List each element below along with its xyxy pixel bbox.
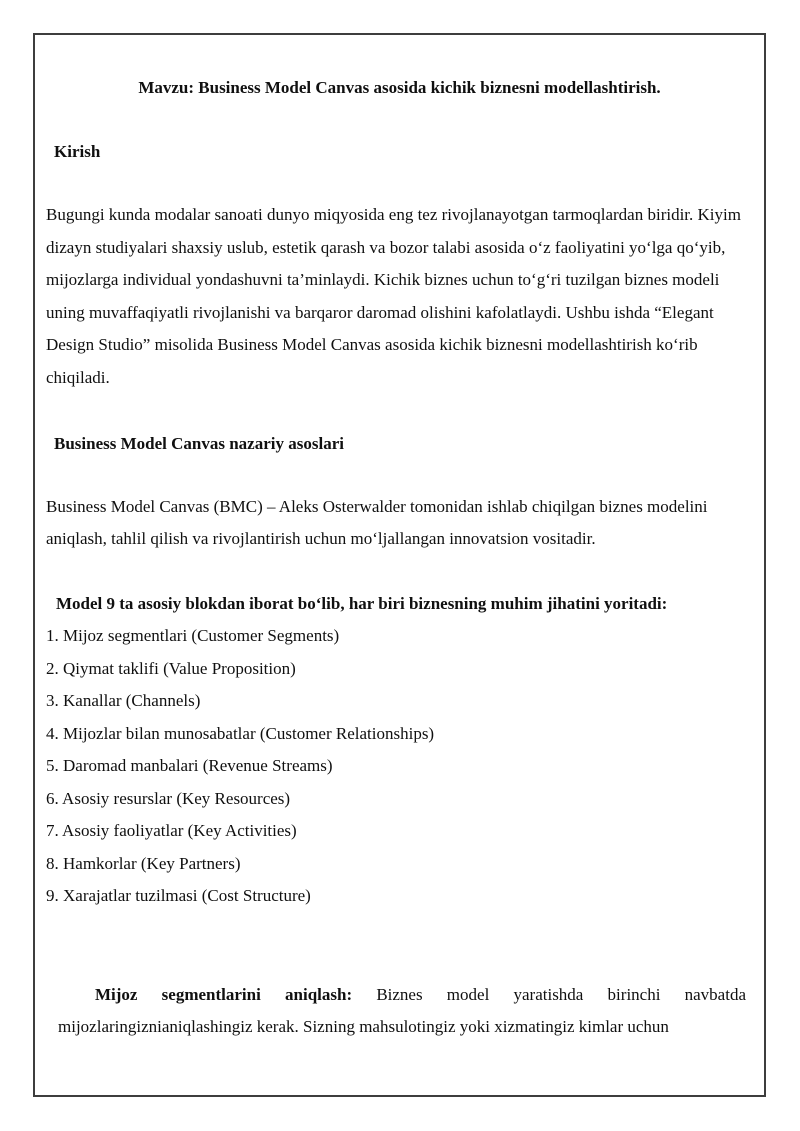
- list-item: 6. Asosiy resurslar (Key Resources): [46, 788, 291, 808]
- list-item: 2. Qiymat taklifi (Value Proposition): [46, 658, 296, 678]
- segment-lead-bold: Mijoz segmentlarini aniqlash:: [95, 984, 353, 1004]
- document-title: Mavzu: Business Model Canvas asosida kichik biznesni modellashtirish.: [138, 78, 661, 97]
- list-item: 8. Hamkorlar (Key Partners): [46, 853, 241, 873]
- paragraph-segments: [58, 979, 746, 1044]
- segment-text: Biznes model yaratishda birinchi navbatda mijozlaringiznianiqlashingiz kerak. Sizning mahsulotingiz yoki xizmatingiz kimlar uchun: [58, 984, 746, 1036]
- blocks-intro-line: Model 9 ta asosiy blokdan iborat bo‘lib, har biri biznesning muhim jihatini yoritadi:: [56, 593, 668, 613]
- paragraph-theory: Business Model Canvas (BMC) – Aleks Osterwalder tomonidan ishlab chiqilgan biznes modelini aniqlash, tahlil qilish va rivojlantirish uchun mo‘ljallangan innovatsion vositadir.: [46, 496, 708, 548]
- paragraph-intro: Bugungi kunda modalar sanoati dunyo miqyosida eng tez rivojlanayotgan tarmoqlardan biridir. Kiyim dizayn studiyalari shaxsiy uslub, estetik qarash va bozor talabi asosida o‘z faoliyatini yo‘lga qo‘yib, mijozlarga individual yondashuvni ta’minlaydi. Kichik biznes uchun to‘g‘ri tuzilgan biznes modeli uning muvaffaqiyatli rivojlanishi va barqaror daromad olishini kafolatlaydi. Ushbu ishda “Elegant Design Studio” misolida Business Model Canvas asosida kichik biznesni modellashtirish ko‘rib chiqiladi.: [46, 205, 741, 387]
- section-heading-kirish: Kirish: [54, 141, 101, 161]
- list-item: 7. Asosiy faoliyatlar (Key Activities): [46, 821, 297, 840]
- list-item: 4. Mijozlar bilan munosabatlar (Customer Relationships): [46, 723, 435, 743]
- document-content: [35, 35, 764, 1095]
- list-item: 9. Xarajatlar tuzilmasi (Cost Structure): [46, 886, 311, 905]
- list-item: 5. Daromad manbalari (Revenue Streams): [46, 756, 333, 775]
- list-item: 3. Kanallar (Channels): [46, 691, 201, 710]
- blocks-list: [46, 620, 753, 913]
- section-heading-theory: Business Model Canvas nazariy asoslari: [54, 434, 344, 453]
- page-frame: [33, 33, 766, 1097]
- list-item: 1. Mijoz segmentlari (Customer Segments): [46, 626, 340, 645]
